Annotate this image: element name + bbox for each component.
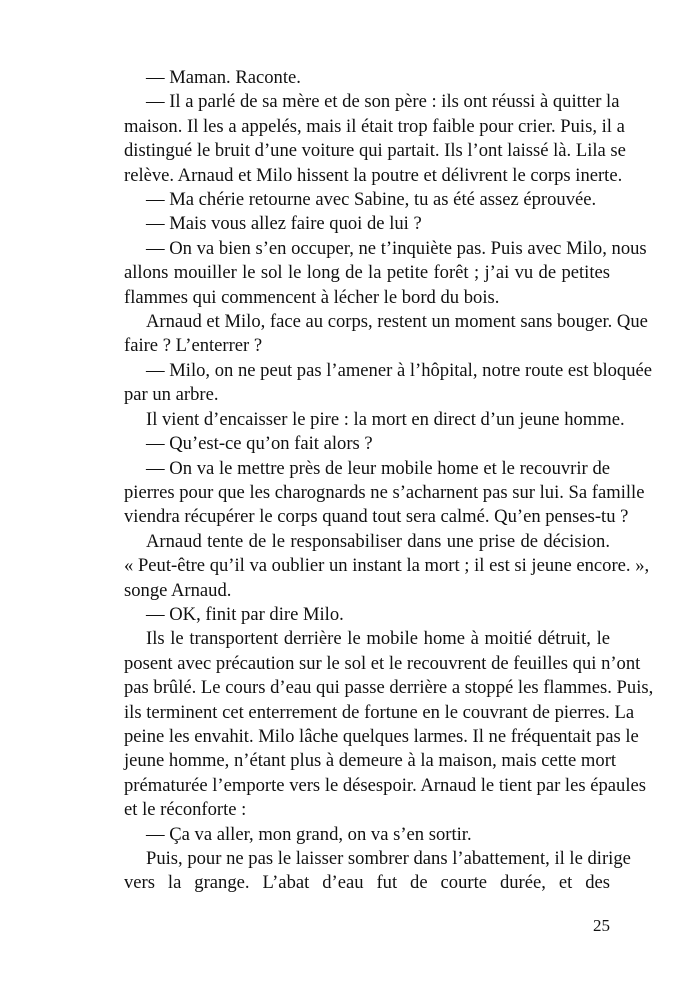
text-line: — OK, finit par dire Milo. <box>146 603 344 625</box>
paragraph <box>124 310 648 359</box>
paragraph <box>124 212 610 236</box>
text-line: prématurée l’emporte vers le désespoir. Arnaud le tient par les épaules <box>124 774 646 796</box>
text-line: Il vient d’encaisser le pire : la mort en direct d’un jeune homme. <box>146 408 625 430</box>
text-line: et le réconforte : <box>124 799 247 821</box>
paragraph <box>124 188 610 212</box>
text-line: — Il a parlé de sa mère et de son père : ils ont réussi à quitter la <box>146 91 620 113</box>
text-line: — Maman. Raconte. <box>146 67 301 88</box>
text-line: — Qu’est-ce qu’on fait alors ? <box>146 433 373 455</box>
text-line: Ils le transportent derrière le mobile home à moitié détruit, le <box>146 628 610 650</box>
text-line: posent avec précaution sur le sol et le recouvrent de feuilles qui n’ont <box>124 652 641 674</box>
text-line: pierres pour que les charognards ne s’acharnent pas sur lui. Sa famille <box>124 481 645 503</box>
text-line: — On va bien s’en occuper, ne t’inquiète pas. Puis avec Milo, nous <box>146 237 647 259</box>
paragraph <box>124 359 653 408</box>
text-line: « Peut-être qu’il va oublier un instant la mort ; il est si jeune encore. », <box>124 555 650 577</box>
paragraph <box>124 530 650 603</box>
paragraph <box>124 847 631 896</box>
text-line: viendra récupérer le corps quand tout sera calmé. Qu’en penses-tu ? <box>124 506 629 528</box>
text-line: — On va le mettre près de leur mobile home et le recouvrir de <box>146 457 610 479</box>
text-line: Puis, pour ne pas le laisser sombrer dans l’abattement, il le dirige <box>146 848 631 869</box>
text-line: faire ? L’enterrer ? <box>124 335 263 357</box>
text-line: peine les envahit. Milo lâche quelques larmes. Il ne fréquentait pas le <box>124 725 639 747</box>
text-line: ils terminent cet enterrement de fortune en le couvrant de pierres. La <box>124 701 635 723</box>
paragraph <box>124 432 610 456</box>
text-line: — Ça va aller, mon grand, on va s’en sortir. <box>146 823 472 845</box>
text-line: pas brûlé. Le cours d’eau qui passe derrière a stoppé les flammes. Puis, <box>124 677 654 699</box>
body-text <box>124 66 654 896</box>
text-line: — Ma chérie retourne avec Sabine, tu as été assez éprouvée. <box>146 189 597 211</box>
paragraph <box>124 90 626 188</box>
text-line: vers la grange. L’abat d’eau fut de courte durée, et des <box>124 872 610 894</box>
paragraph <box>124 66 610 90</box>
text-line: jeune homme, n’étant plus à demeure à la maison, mais cette mort <box>124 750 617 772</box>
paragraph <box>124 237 647 310</box>
paragraph <box>124 627 654 822</box>
paragraph <box>124 603 610 627</box>
page-number: 25 <box>593 916 610 935</box>
text-line: maison. Il les a appelés, mais il était trop faible pour crier. Puis, il a <box>124 115 625 137</box>
text-line: Arnaud tente de le responsabiliser dans une prise de décision. <box>146 530 610 552</box>
text-line: relève. Arnaud et Milo hissent la poutre et délivrent le corps inerte. <box>124 164 623 186</box>
text-line: par un arbre. <box>124 384 219 406</box>
paragraph <box>124 823 610 847</box>
text-line: songe Arnaud. <box>124 579 232 601</box>
text-line: flammes qui commencent à lécher le bord du bois. <box>124 286 500 308</box>
text-line: — Mais vous allez faire quoi de lui ? <box>146 213 422 235</box>
text-line: distingué le bruit d’une voiture qui partait. Ils l’ont laissé là. Lila se <box>124 140 626 162</box>
paragraph <box>124 408 625 432</box>
text-line: — Milo, on ne peut pas l’amener à l’hôpital, notre route est bloquée <box>146 359 653 381</box>
text-line: allons mouiller le sol le long de la petite forêt ; j’ai vu de petites <box>124 262 610 284</box>
text-line: Arnaud et Milo, face au corps, restent un moment sans bouger. Que <box>146 311 648 333</box>
paragraph <box>124 457 645 530</box>
